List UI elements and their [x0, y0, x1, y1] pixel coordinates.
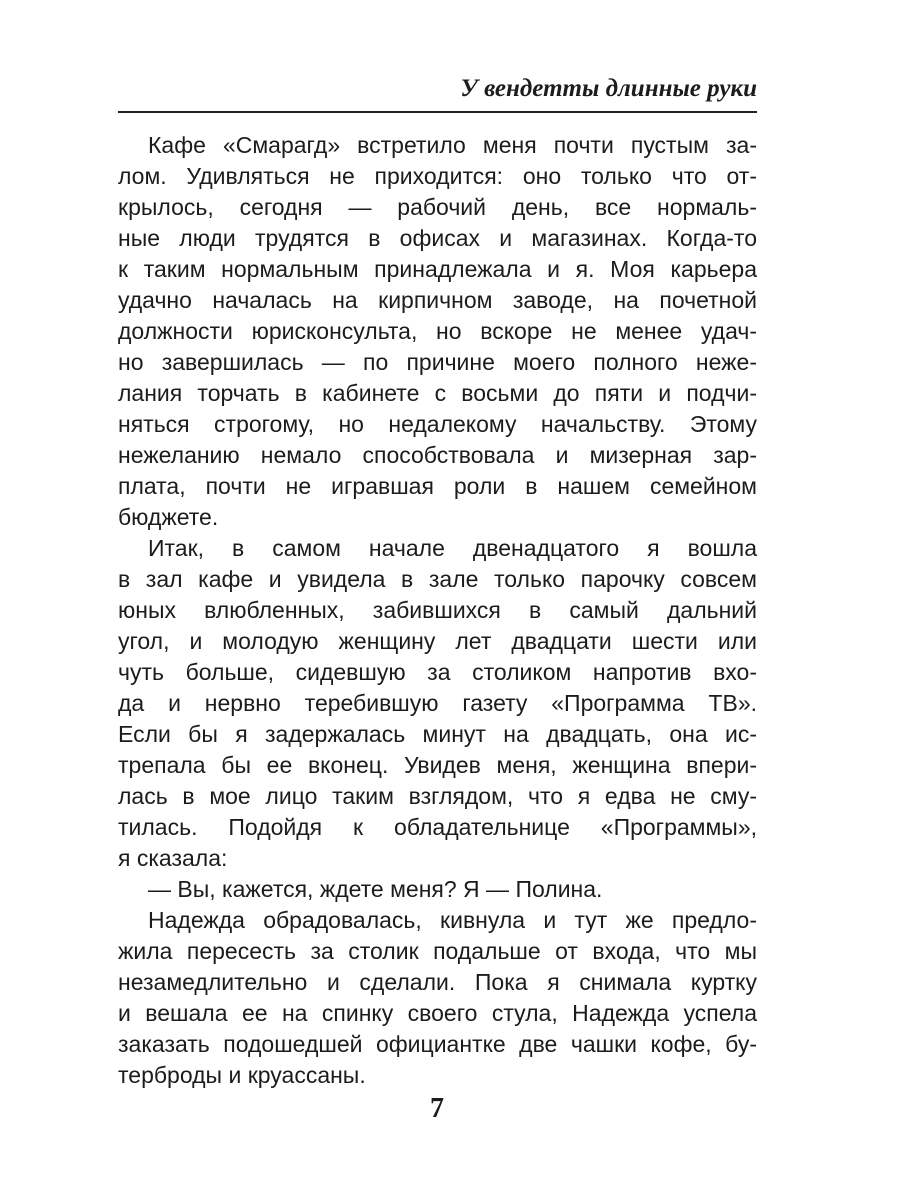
text-line: да и нервно теребившую газету «Программа ТВ». [118, 690, 757, 716]
text-line: Надежда обрадовалась, кивнула и тут же предло- [148, 907, 757, 933]
page-body [118, 130, 757, 1091]
paragraph [118, 905, 757, 1091]
text-line: Кафе «Смарагд» встретило меня почти пустым за- [148, 132, 757, 158]
text-line: в зал кафе и увидела в зале только парочку совсем [118, 566, 757, 592]
text-line: угол, и молодую женщину лет двадцати шести или [118, 628, 757, 654]
text-line: плата, почти не игравшая роли в нашем семейном [118, 473, 757, 499]
text-line: — Вы, кажется, ждете меня? Я — Полина. [148, 876, 603, 902]
text-line: и вешала ее на спинку своего стула, Надежда успела [118, 1000, 757, 1026]
text-line: нежеланию немало способствовала и мизерная зар- [118, 442, 757, 468]
text-line: лом. Удивляться не приходится: оно только что от- [118, 163, 757, 189]
text-line: бюджете. [118, 504, 219, 530]
text-line: ные люди трудятся в офисах и магазинах. Когда-то [118, 225, 757, 251]
dialogue-paragraph [118, 874, 757, 905]
text-line: жила пересесть за столик подальше от входа, что мы [118, 938, 757, 964]
text-line: к таким нормальным принадлежала и я. Моя карьера [118, 256, 757, 282]
text-line: няться строгому, но недалекому начальству. Этому [118, 411, 757, 437]
text-line: лась в мое лицо таким взглядом, что я едва не сму- [118, 783, 757, 809]
running-header-title: У вендетты длинные руки [460, 75, 757, 102]
paragraph [118, 533, 757, 874]
text-line: но завершилась — по причине моего полного неже- [118, 349, 757, 375]
text-line: лания торчать в кабинете с восьми до пяти и подчи- [118, 380, 757, 406]
text-line: должности юрисконсульта, но вскоре не менее удач- [118, 318, 757, 344]
text-line: заказать подошедшей официантке две чашки кофе, бу- [118, 1031, 757, 1057]
text-line: незамедлительно и сделали. Пока я снимала куртку [118, 969, 757, 995]
text-line: удачно началась на кирпичном заводе, на почетной [118, 287, 757, 313]
text-line: я сказала: [118, 845, 228, 871]
text-line: юных влюбленных, забившихся в самый дальний [118, 597, 757, 623]
text-line: Итак, в самом начале двенадцатого я вошла [148, 535, 757, 561]
text-line: трепала бы ее вконец. Увидев меня, женщина впери- [118, 752, 757, 778]
header-rule [118, 111, 757, 113]
text-line: чуть больше, сидевшую за столиком напротив вхо- [118, 659, 757, 685]
text-line: Если бы я задержалась минут на двадцать, она ис- [118, 721, 757, 747]
text-line: тилась. Подойдя к обладательнице «Программы», [118, 814, 757, 840]
text-line: крылось, сегодня — рабочий день, все нормаль- [118, 194, 757, 220]
paragraph [118, 130, 757, 533]
page-number: 7 [430, 1093, 444, 1124]
text-line: терброды и круассаны. [118, 1062, 366, 1088]
